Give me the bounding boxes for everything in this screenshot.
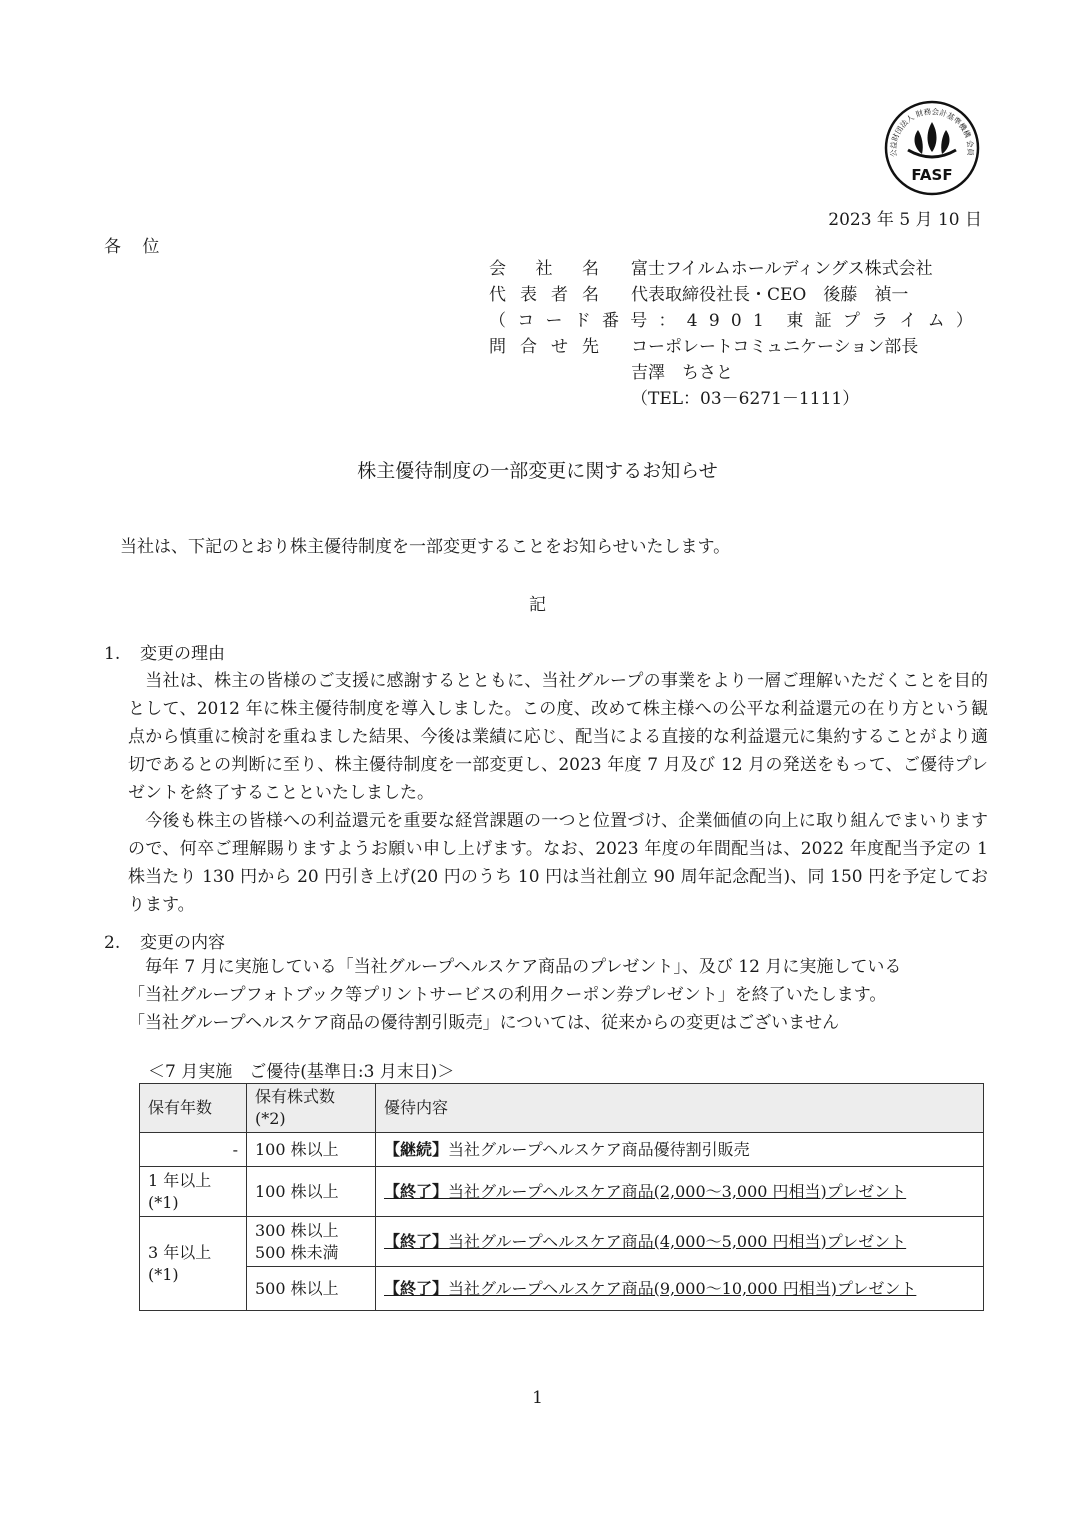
shares-line: 300 株以上 [255,1220,339,1240]
code-char: ラ [871,311,889,331]
code-char: ） [955,311,973,331]
table-row [140,1167,984,1217]
shares-line: 500 株未満 [255,1242,339,1262]
code-char: コ [517,311,535,331]
table-row [140,1267,984,1311]
company-name: 富士フイルムホールディングス株式会社 [631,259,933,279]
status-tag: 【継続】 [384,1139,449,1159]
benefit-text: 当社グループヘルスケア商品(4,000～5,000 円相当)プレゼント [448,1231,907,1251]
label-char: 問 [489,337,506,357]
label-char: 社 [535,259,553,279]
cell-content [376,1133,984,1167]
cell-shares: 500 株以上 [247,1267,376,1311]
code-char: ド [573,311,591,331]
contact-person: 吉澤 ちさと [631,363,733,383]
code-char: 1 [752,311,764,331]
section-title: 変更の内容 [140,933,225,953]
table-row [140,1133,984,1167]
status-tag: 【終了】 [384,1181,449,1201]
code-char: 東 [786,311,804,331]
label-char: 会 [489,259,506,279]
fasf-logo [884,100,980,196]
cell-content [376,1217,984,1267]
benefit-text: 当社グループヘルスケア商品(9,000～10,000 円相当)プレゼント [448,1278,917,1298]
ki-marker: 記 [529,595,546,615]
company-name-row [489,256,973,282]
paragraph-line: 毎年 7 月に実施している「当社グループヘルスケア商品のプレゼント」、及び 12 月に実施している [128,957,902,977]
paragraph: 当社は、株主の皆様のご支援に感謝するとともに、当社グループの事業をより一層ご理解いただくことを目的として、2012 年に株主優待制度を導入しました。この度、改めて株主様への公平な利益還元の在り方という観点から慎重に検討を重ねました結果、今後は業績に応じ、配当による直接的な利益還元に集約することがより適切であるとの判断に至り、株主優待制度を一部変更し、2023 年度 7 月及び 12 月の発送をもって、ご優待プレゼントを終了することといたしました。 [128,671,988,803]
table-row [140,1217,984,1267]
contact-row [489,334,973,360]
code-char: 証 [814,311,832,331]
label-char: 者 [551,285,568,305]
contact-tel-row [489,386,973,412]
header-years: 保有年数 [140,1084,247,1133]
cell-shares: 100 株以上 [247,1167,376,1217]
recipient: 各 位 [104,237,168,257]
contact-tel: （TEL：03－6271－1111） [631,389,860,409]
page-number: 1 [532,1388,543,1408]
logo-text: FASF [911,166,953,184]
label-char: 名 [582,259,599,279]
label-char: 表 [520,285,537,305]
code-char: 4 [686,311,698,331]
status-tag: 【終了】 [384,1231,449,1251]
header-shares [247,1084,376,1133]
cell-years [140,1217,247,1311]
years-line: 3 年以上 [148,1242,212,1262]
header-shares-line: 保有株式数 [255,1087,336,1106]
code-char: 号 [630,311,648,331]
code-char: プ [842,311,860,331]
code-char: （ [489,311,506,331]
cell-shares: 100 株以上 [247,1133,376,1167]
contact-person-row [489,360,973,386]
cell-years [140,1167,247,1217]
code-char: ム [927,311,945,331]
paragraph: 今後も株主の皆様への利益還元を重要な経営課題の一つと位置づけ、企業価値の向上に取り組んでまいりますので、何卒ご理解賜りますようお願い申し上げます。なお、2023 年度の年間配当は、2022 年度配当予定の 1 株当たり 130 円から 20 円引き上げ(20 円のうち 10 円は当社創立 90 周年記念配当)、同 150 円を予定しております。 [128,811,988,915]
intro-text: 当社は、下記のとおり株主優待制度を一部変更することをお知らせいたします。 [120,537,731,557]
cell-content [376,1167,984,1217]
cell-content [376,1267,984,1311]
label-char: せ [551,337,568,357]
section-number: 1. [104,644,121,664]
contact-department: コーポレートコミュニケーション部長 [631,337,919,357]
header-shares-note: (*2) [255,1109,286,1128]
status-tag: 【終了】 [384,1278,449,1298]
logo-ring-text: 公益財団法人 財務会計基準機構 会員 [888,107,976,158]
document-date: 2023 年 5 月 10 日 [828,210,982,230]
code-char: ー [545,311,563,331]
cell-years: - [140,1133,247,1167]
code-number-row [489,308,973,334]
paragraph-line: 「当社グループヘルスケア商品の優待割引販売」については、従来からの変更はございません [128,1013,840,1033]
label-char: 名 [582,285,599,305]
section-2-body [128,953,901,1037]
code-char: 番 [602,311,619,331]
table-header-row [140,1084,984,1133]
code-char: ： [658,311,676,331]
benefit-text: 当社グループヘルスケア商品優待割引販売 [448,1139,750,1159]
years-note: (*1) [148,1264,179,1284]
section-title: 変更の理由 [140,644,225,664]
representative-row [489,282,973,308]
section-2-heading [104,928,225,953]
benefit-text: 当社グループヘルスケア商品(2,000～3,000 円相当)プレゼント [448,1181,907,1201]
label-char: 合 [520,337,537,357]
section-1-heading [104,639,225,664]
code-char: 0 [730,311,742,331]
section-1-body [128,667,988,919]
representative-name: 代表取締役社長・CEO 後藤 禎一 [631,285,909,305]
paragraph-line: 「当社グループフォトブック等プリントサービスの利用クーポン券プレゼント」を終了いたします。 [128,985,887,1005]
years-line: 1 年以上 [148,1170,212,1190]
document-title: 株主優待制度の一部変更に関するお知らせ [357,460,718,482]
section-number: 2. [104,933,121,953]
code-char: 9 [708,311,720,331]
header-content: 優待内容 [376,1084,984,1133]
code-char: イ [899,311,917,331]
label-char: 代 [489,285,506,305]
company-info [489,256,973,412]
years-note: (*1) [148,1192,179,1212]
label-char: 先 [582,337,599,357]
table-caption: ＜7 月実施 ご優待(基準日:3 月末日)＞ [148,1062,455,1082]
cell-shares [247,1217,376,1267]
benefits-table [139,1083,984,1311]
